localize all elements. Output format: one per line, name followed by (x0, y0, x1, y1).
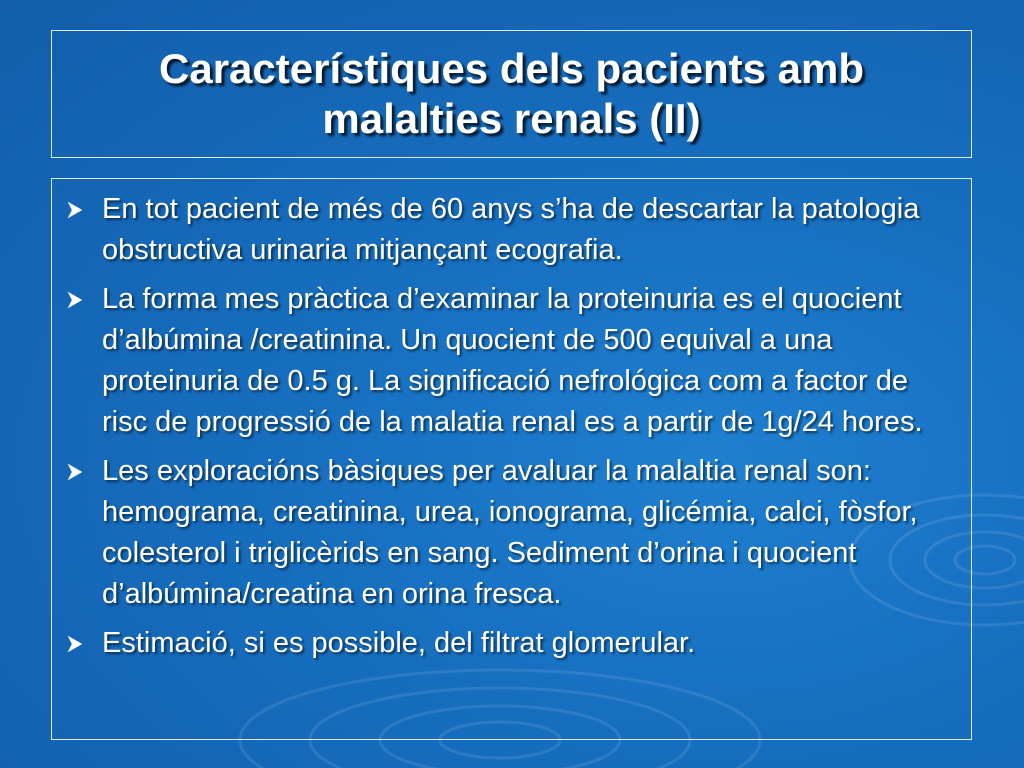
bullet-text: Les exploracións bàsiques per avaluar la malaltia renal son: hemograma, creatinina, urea, ionograma, glicémia, calci, fòsfor, colesterol i triglicèrids en sang. Sediment d’orina i quocient d’albúmina/creatina en orina fresca. (102, 455, 918, 610)
bullet-text: Estimació, si es possible, del filtrat glomerular. (102, 627, 696, 659)
bullet-text: En tot pacient de més de 60 anys s’ha de descartar la patologia obstructiva urinaria mitjançant ecografia. (102, 193, 920, 266)
arrow-bullet-icon (66, 189, 102, 230)
bullet-list (66, 189, 941, 664)
bullet-item (66, 189, 941, 271)
title-frame (51, 30, 972, 158)
bullet-text: La forma mes pràctica d’examinar la proteinuria es el quocient d’albúmina /creatinina. Un quocient de 500 equival a una proteinuria de 0.5 g. La significació nefrológica com a factor de risc de progressió de la malatia renal es a partir de 1g/24 hores. (102, 283, 923, 438)
content-frame (51, 178, 972, 740)
arrow-bullet-icon (66, 279, 102, 320)
arrow-bullet-icon (66, 623, 102, 664)
bullet-item (66, 451, 941, 615)
arrow-bullet-icon (66, 451, 102, 492)
bullet-item (66, 623, 941, 664)
bullet-item (66, 279, 941, 443)
slide-title: Característiques dels pacients amb malalties renals (II) (159, 45, 864, 142)
